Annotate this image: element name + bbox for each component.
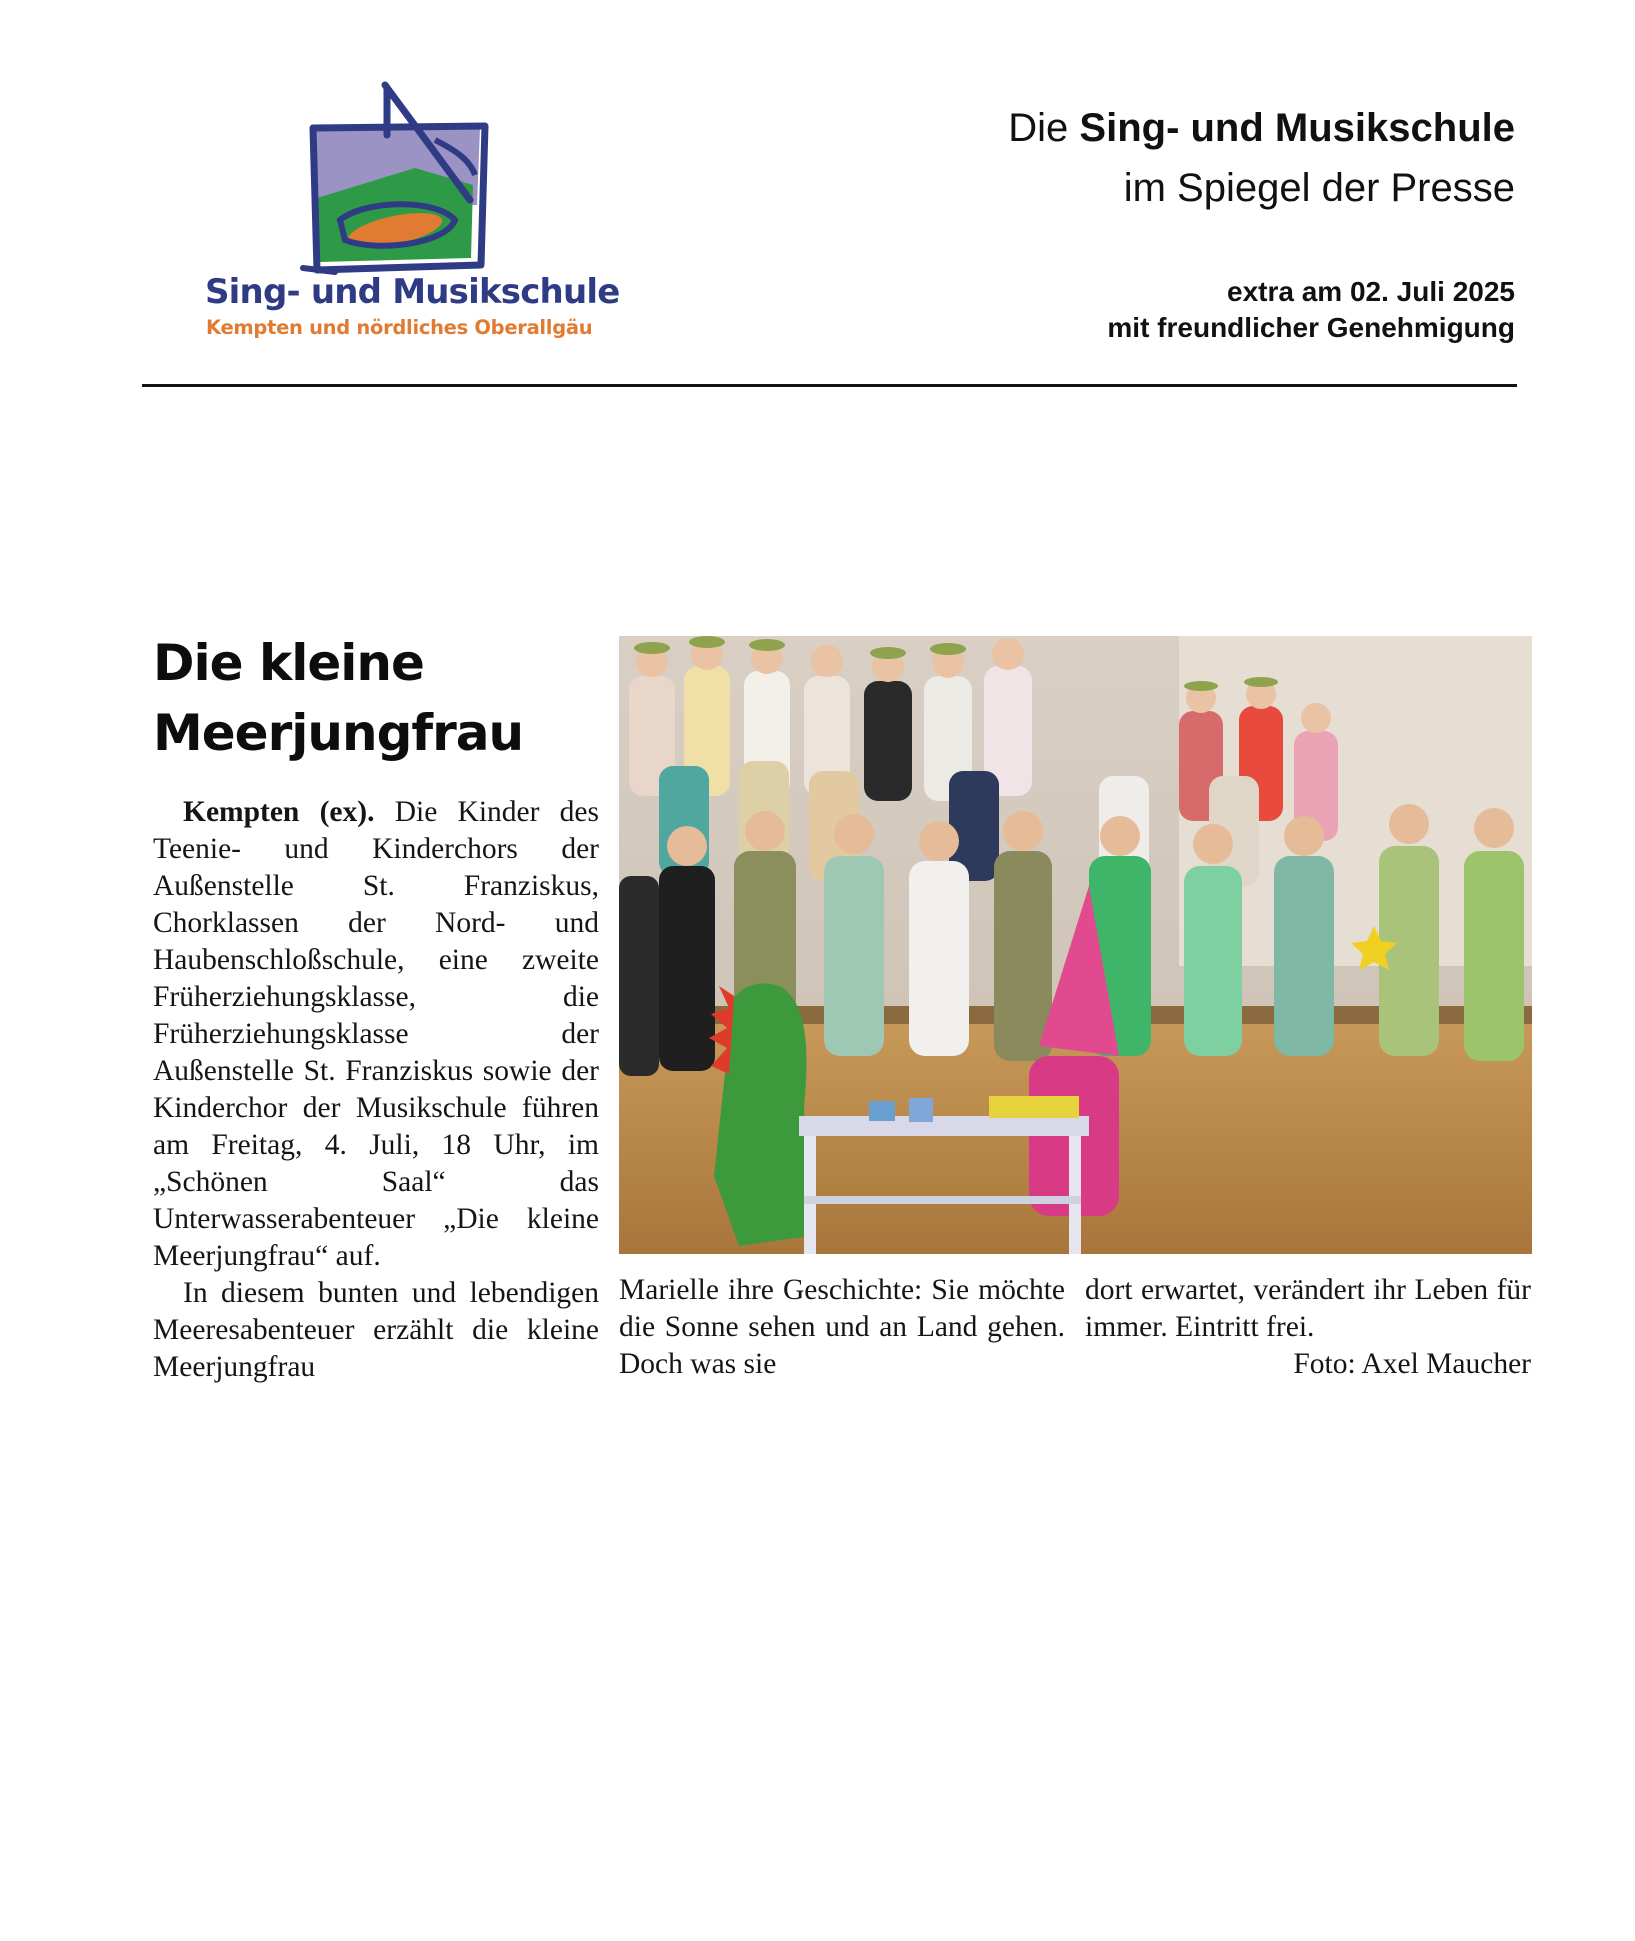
permission-note: mit freundlicher Genehmigung bbox=[1107, 312, 1515, 343]
press-title-school: Sing- und Musikschule bbox=[1079, 106, 1515, 150]
logo-school-subtitle: Kempten und nördliches Oberallgäu bbox=[206, 316, 593, 339]
article-paragraph-1-text: Die Kinder des Teenie- und Kinderchors der Außenstelle St. Franziskus, Chorklassen der Nord- und Haubenschloßschule, eine zweite Früherziehungsklasse, die Früherziehungsklasse der Außenstelle St. Franziskus sowie der Kinderchor der Musikschule führen am Freitag, 4. Juli, 18 Uhr, im „Schönen Saal“ das Unterwasserabenteuer „Die kleine Meerjungfrau“ auf. bbox=[153, 796, 599, 1272]
photo-credit: Foto: Axel Maucher bbox=[1293, 1348, 1531, 1380]
press-title-prefix: Die bbox=[1008, 106, 1069, 150]
article-column-1 bbox=[153, 794, 599, 1386]
article-paragraph-1 bbox=[153, 794, 599, 1275]
press-title bbox=[1008, 98, 1515, 218]
logo-school-name: Sing- und Musikschule bbox=[205, 272, 620, 312]
press-title-line2: im Spiegel der Presse bbox=[1123, 166, 1515, 210]
article-column-3 bbox=[1085, 1272, 1531, 1383]
article-headline: Die kleine Meerjungfrau bbox=[153, 634, 524, 762]
music-note-logo-icon bbox=[295, 80, 495, 275]
press-meta bbox=[1107, 274, 1515, 346]
article-closing-text: dort erwartet, verändert ihr Leben für immer. Eintritt frei. bbox=[1085, 1274, 1531, 1343]
edition-date: extra am 02. Juli 2025 bbox=[1227, 276, 1515, 307]
article-paragraph-2: In diesem bunten und lebendigen Meeresabenteuer erzählt die kleine Meerjungfrau bbox=[153, 1277, 599, 1383]
children-choir-photo bbox=[619, 636, 1532, 1254]
school-logo bbox=[200, 80, 620, 350]
article-dateline: Kempten (ex). bbox=[183, 796, 375, 828]
article-column-2: Marielle ihre Geschichte: Sie möchte die Sonne sehen und an Land gehen. Doch was sie bbox=[619, 1274, 1065, 1380]
article-photo bbox=[619, 636, 1532, 1254]
header-divider bbox=[142, 384, 1517, 387]
